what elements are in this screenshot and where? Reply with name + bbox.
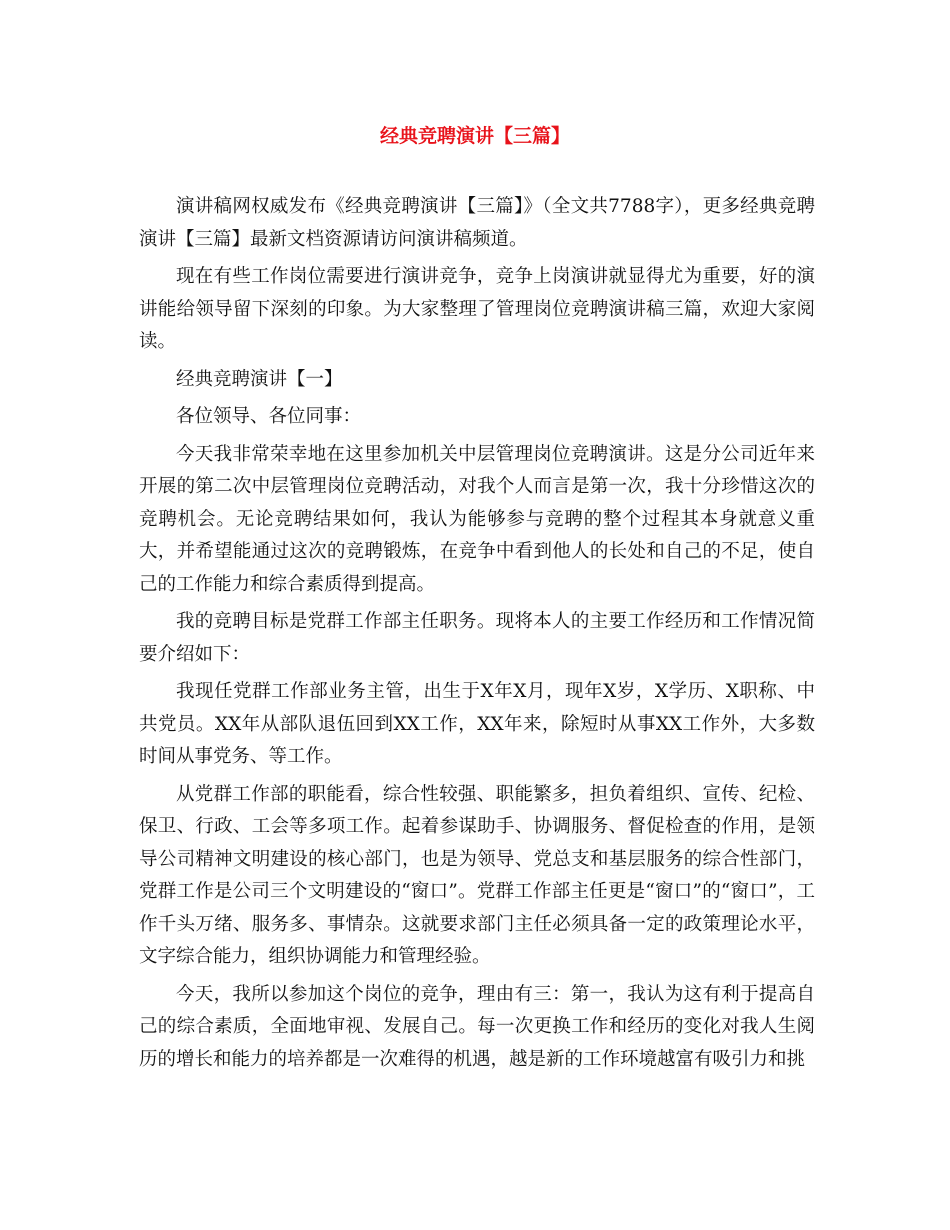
paragraph-preface: 现在有些工作岗位需要进行演讲竞争，竞争上岗演讲就显得尤为重要，好的演讲能给领导留下深刻的印象。为大家整理了管理岗位竞聘演讲稿三篇，欢迎大家阅读。 — [139, 266, 815, 352]
salutation: 各位领导、各位同事： — [176, 406, 362, 427]
paragraph: 今天我非常荣幸地在这里参加机关中层管理岗位竞聘演讲。这是分公司近年来开展的第二次中层管理岗位竞聘活动，对我个人而言是第一次，我十分珍惜这次的竞聘机会。无论竞聘结果如何，我认为能够参与竞聘的整个过程其本身就意义重大，并希望能通过这次的竞聘锻炼，在竞争中看到他人的长处和自己的不足，使自己的工作能力和综合素质得到提高。 — [139, 443, 815, 595]
paragraph: 今天，我所以参加这个岗位的竞争，理由有三：第一，我认为这有利于提高自己的综合素质，全面地审视、发展自己。每一次更换工作和经历的变化对我人生阅历的增长和能力的培养都是一次难得的机遇，越是新的工作环境越富有吸引力和挑 — [139, 983, 815, 1070]
document-title: 经典竞聘演讲【三篇】 — [379, 125, 570, 147]
section-heading: 经典竞聘演讲【一】 — [176, 368, 343, 390]
paragraph: 我现任党群工作部业务主管，出生于X年X月，现年X岁，X学历、X职称、中共党员。XX年从部队退伍回到XX工作，XX年来，除短时从事XX工作外，大多数时间从事党务、等工作。 — [139, 681, 815, 767]
document-body — [139, 191, 815, 1081]
paragraph: 我的竞聘目标是党群工作部主任职务。现将本人的主要工作经历和工作情况简要介绍如下： — [139, 611, 815, 665]
paragraph: 从党群工作部的职能看，综合性较强、职能繁多，担负着组织、宣传、纪检、保卫、行政、工会等多项工作。起着参谋助手、协调服务、督促检查的作用，是领导公司精神文明建设的核心部门，也是为领导、党总支和基层服务的综合性部门，党群工作是公司三个文明建设的“窗口”。党群工作部主任更是“窗口”的“窗口”，工作千头万绪、服务多、事情杂。这就要求部门主任必须具备一定的政策理论水平，文字综合能力，组织协调能力和管理经验。 — [139, 783, 815, 967]
paragraph-intro: 演讲稿网权威发布《经典竞聘演讲【三篇】》（全文共7788字），更多经典竞聘演讲【三篇】最新文档资源请访问演讲稿频道。 — [139, 196, 815, 250]
